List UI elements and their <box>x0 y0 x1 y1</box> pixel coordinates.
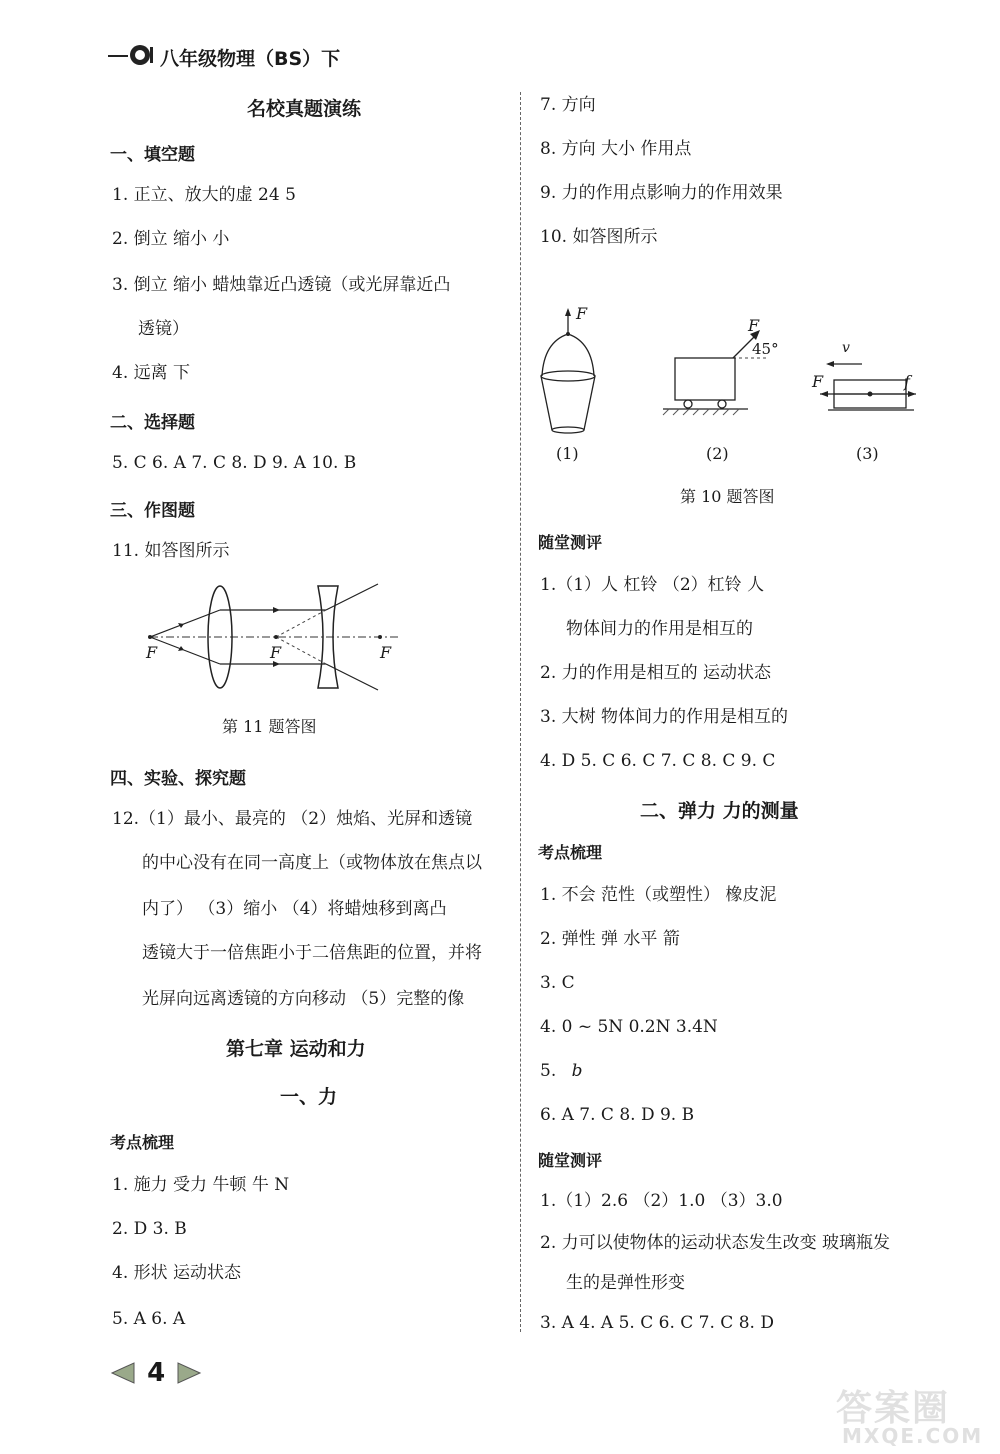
figure-10-3-block <box>818 358 918 418</box>
test-answer-3: 3. 大树 物体间力的作用是相互的 <box>540 707 789 727</box>
figure-10-1-bucket <box>530 308 610 438</box>
answer-12-line5: 光屏向远离透镜的方向移动 （5）完整的像 <box>142 989 465 1009</box>
key-answer-2: 2. D 3. B <box>112 1219 187 1239</box>
key-answer-4: 4. 形状 运动状态 <box>112 1263 242 1283</box>
fig10-1-label-F: F <box>576 304 588 323</box>
test-answer-4-9: 4. D 5. C 6. C 7. C 8. C 9. C <box>540 751 776 771</box>
key2-answer-2: 2. 弹性 弹 水平 箭 <box>540 929 680 949</box>
fig10-3-label-v: v <box>842 340 850 356</box>
page-number: 4 <box>147 1358 166 1388</box>
answer-3: 3. 倒立 缩小 蜡烛靠近凸透镜（或光屏靠近凸 <box>112 275 451 295</box>
answer-3-cont: 透镜） <box>138 319 189 339</box>
fig10-3-label-f: f <box>904 372 910 391</box>
test-answer-1-cont: 物体间力的作用是相互的 <box>566 619 753 639</box>
heading-experiment: 四、实验、探究题 <box>110 769 246 789</box>
heading-drawing: 三、作图题 <box>110 501 195 521</box>
answer-r7: 7. 方向 <box>540 95 596 115</box>
answer-12-line2: 的中心没有在同一高度上（或物体放在焦点以 <box>142 853 482 873</box>
heading-choice: 二、选择题 <box>110 413 195 433</box>
test-answer-2: 2. 力的作用是相互的 运动状态 <box>540 663 772 683</box>
heading-fill-blank: 一、填空题 <box>110 145 195 165</box>
fig10-2-label-F: F <box>748 316 760 335</box>
test-answer-1: 1.（1）人 杠铃 （2）杠铃 人 <box>540 575 765 595</box>
answer-12-line3: 内了） （3）缩小 （4）将蜡烛移到离凸 <box>142 899 447 919</box>
key2-answer-6-9: 6. A 7. C 8. D 9. B <box>540 1105 695 1125</box>
subsection-title: 一、力 <box>280 1086 338 1108</box>
figure-10-2-cart <box>658 318 788 418</box>
answer-2: 2. 倒立 缩小 小 <box>112 229 230 249</box>
right-arrow-icon <box>174 1361 204 1385</box>
answer-r10: 10. 如答图所示 <box>540 227 658 247</box>
fig11-label-F-left: F <box>146 643 158 662</box>
header-title: 八年级物理（BS）下 <box>160 48 341 70</box>
figure-11-lens-diagram <box>140 582 410 694</box>
key-answer-5: 5. A 6. A <box>112 1309 186 1329</box>
fig11-label-F-mid: F <box>270 643 282 662</box>
test2-answer-2: 2. 力可以使物体的运动状态发生改变 玻璃瓶发 <box>540 1233 891 1253</box>
page-number-block <box>108 1358 204 1388</box>
answer-4: 4. 远离 下 <box>112 363 191 383</box>
test2-answer-3-8: 3. A 4. A 5. C 6. C 7. C 8. D <box>540 1313 774 1333</box>
choice-answers: 5. C 6. A 7. C 8. D 9. A 10. B <box>112 453 357 473</box>
fig10-2-angle: 45° <box>752 340 779 358</box>
answer-1: 1. 正立、放大的虚 24 5 <box>112 185 296 205</box>
fig10-3-label-F: F <box>812 372 824 391</box>
heading-class-test-2: 随堂测评 <box>538 1151 603 1170</box>
answer-12-line1: 12.（1）最小、最亮的 （2）烛焰、光屏和透镜 <box>112 809 473 829</box>
test2-answer-1: 1.（1）2.6 （2）1.0 （3）3.0 <box>540 1191 783 1211</box>
section-title: 名校真题演练 <box>247 98 362 120</box>
test2-answer-2-cont: 生的是弹性形变 <box>566 1273 685 1293</box>
header-logo <box>108 42 158 72</box>
chapter-title: 第七章 运动和力 <box>226 1038 366 1060</box>
answer-r8: 8. 方向 大小 作用点 <box>540 139 692 159</box>
fig10-caption: 第 10 题答图 <box>680 487 775 506</box>
key2-answer-3: 3. C <box>540 973 575 993</box>
fig10-num-1: (1) <box>556 444 579 463</box>
section-elasticity-title: 二、弹力 力的测量 <box>640 800 799 822</box>
column-divider <box>520 92 521 1332</box>
logo-icon <box>108 42 158 68</box>
key2-answer-4: 4. 0 ~ 5N 0.2N 3.4N <box>540 1017 718 1037</box>
key-answer-1: 1. 施力 受力 牛顿 牛 N <box>112 1175 290 1195</box>
key2-answer-1: 1. 不会 范性（或塑性） 橡皮泥 <box>540 885 777 905</box>
key2-answer-5 <box>540 1060 583 1082</box>
answer-r9: 9. 力的作用点影响力的作用效果 <box>540 183 783 203</box>
heading-key-points: 考点梳理 <box>110 1133 175 1152</box>
heading-class-test-1: 随堂测评 <box>538 533 603 552</box>
heading-key-points-2: 考点梳理 <box>538 843 603 862</box>
left-arrow-icon <box>108 1361 138 1385</box>
key2-answer-5-num: 5. <box>540 1061 557 1081</box>
fig10-num-3: (3) <box>856 444 879 463</box>
watermark-text: 答案圈 <box>836 1388 951 1429</box>
answer-11: 11. 如答图所示 <box>112 541 230 561</box>
watermark-url: MXQE.COM <box>842 1424 984 1448</box>
fig11-label-F-right: F <box>380 643 392 662</box>
key2-answer-5-val: b <box>571 1061 583 1081</box>
fig11-caption: 第 11 题答图 <box>222 717 317 736</box>
answer-12-line4: 透镜大于一倍焦距小于二倍焦距的位置，并将 <box>142 943 482 963</box>
fig10-num-2: (2) <box>706 444 729 463</box>
